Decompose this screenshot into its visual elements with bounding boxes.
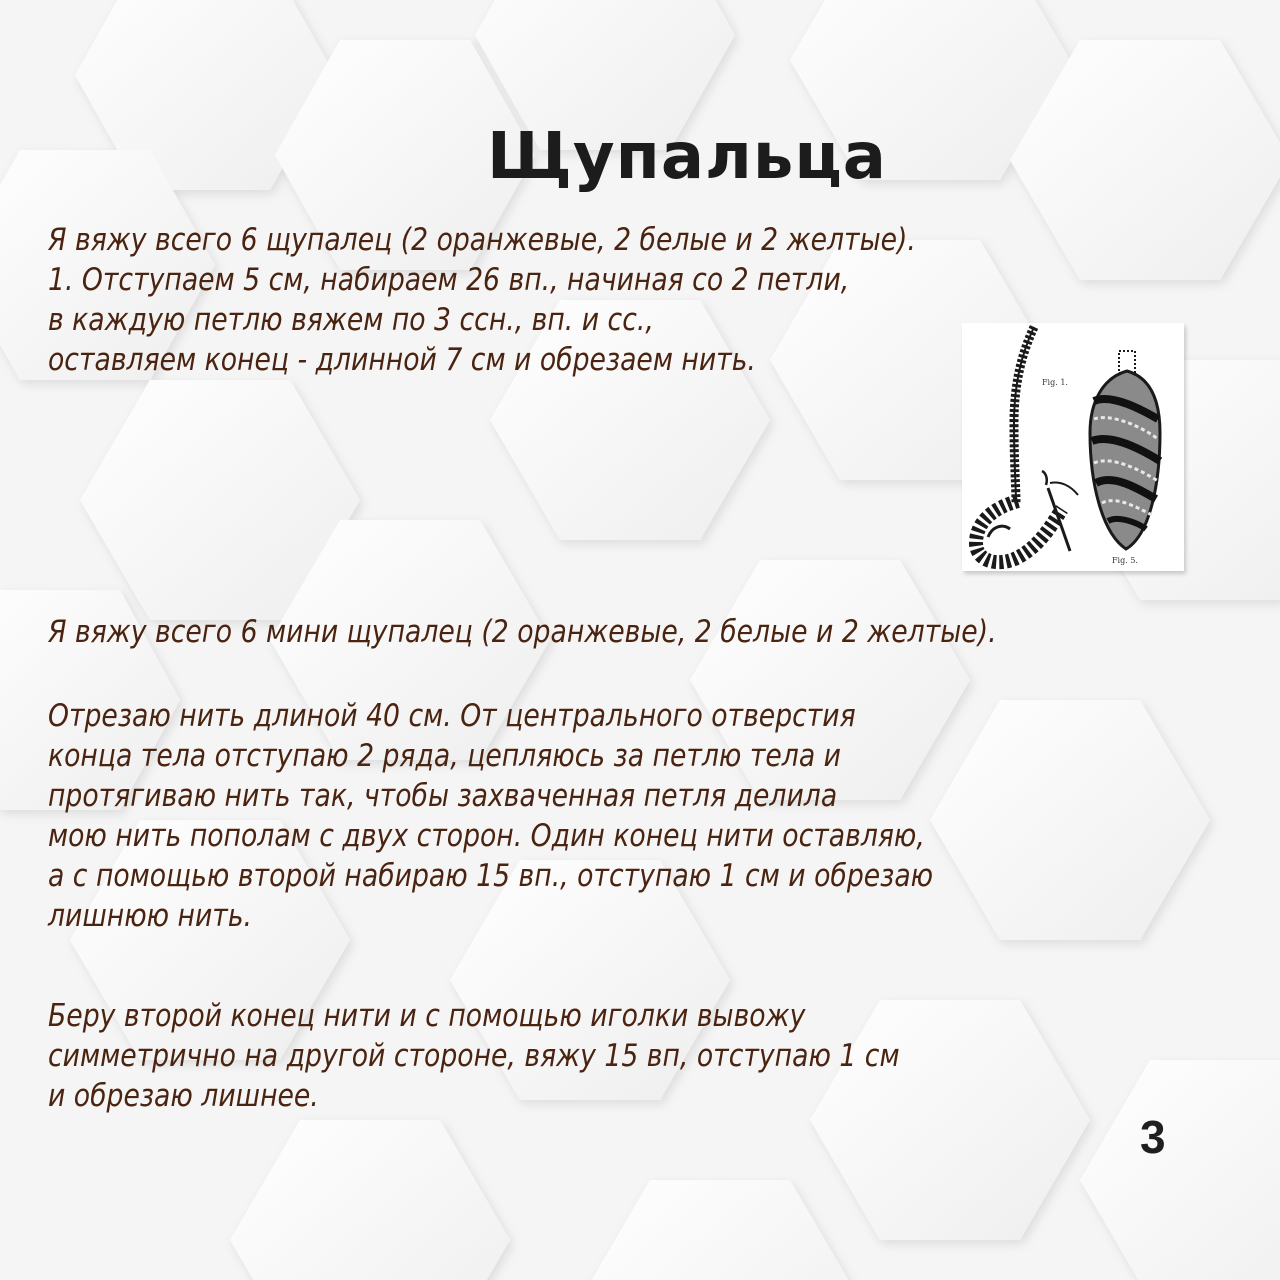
- page-number: 3: [1140, 1111, 1166, 1163]
- crochet-illustration: [962, 323, 1184, 571]
- text-line: Я вяжу всего 6 мини щупалец (2 оранжевые, 2 белые и 2 желтые).: [48, 614, 997, 650]
- tentacles-instructions: [48, 220, 916, 380]
- mini-tentacles-step1: [48, 696, 933, 936]
- text-line: и обрезаю лишнее.: [48, 1078, 319, 1114]
- figure-label-right: Fig. 5.: [1112, 556, 1138, 565]
- text-line: Отрезаю нить длиной 40 см. От центрального отверстия: [48, 698, 856, 734]
- text-line: протягиваю нить так, чтобы захваченная петля делила: [48, 778, 838, 814]
- text-line: мою нить пополам с двух сторон. Один конец нити оставляю,: [48, 818, 925, 854]
- text-line: лишнюю нить.: [48, 898, 253, 934]
- mini-tentacles-step2: [48, 996, 900, 1116]
- text-line: а с помощью второй набираю 15 вп., отступаю 1 см и обрезаю: [48, 858, 934, 894]
- text-line: Беру второй конец нити и с помощью иголки вывожу: [48, 998, 806, 1034]
- figure-label-left: Fig. 1.: [1042, 378, 1068, 387]
- text-line: в каждую петлю вяжем по 3 ссн., вп. и сс.,: [48, 302, 654, 338]
- text-line: Я вяжу всего 6 щупалец (2 оранжевые, 2 белые и 2 желтые).: [48, 222, 916, 258]
- crochet-tentacle-image: [962, 323, 1184, 571]
- text-line: 1. Отступаем 5 см, набираем 26 вп., начиная со 2 петли,: [48, 262, 850, 298]
- text-line: симметрично на другой стороне, вяжу 15 вп, отступаю 1 см: [48, 1038, 900, 1074]
- text-line: оставляем конец - длинной 7 см и обрезаем нить.: [48, 342, 756, 378]
- mini-tentacles-intro: [48, 612, 997, 652]
- text-line: конца тела отступаю 2 ряда, цепляюсь за петлю тела и: [48, 738, 841, 774]
- page-title: Щупальца: [487, 119, 887, 194]
